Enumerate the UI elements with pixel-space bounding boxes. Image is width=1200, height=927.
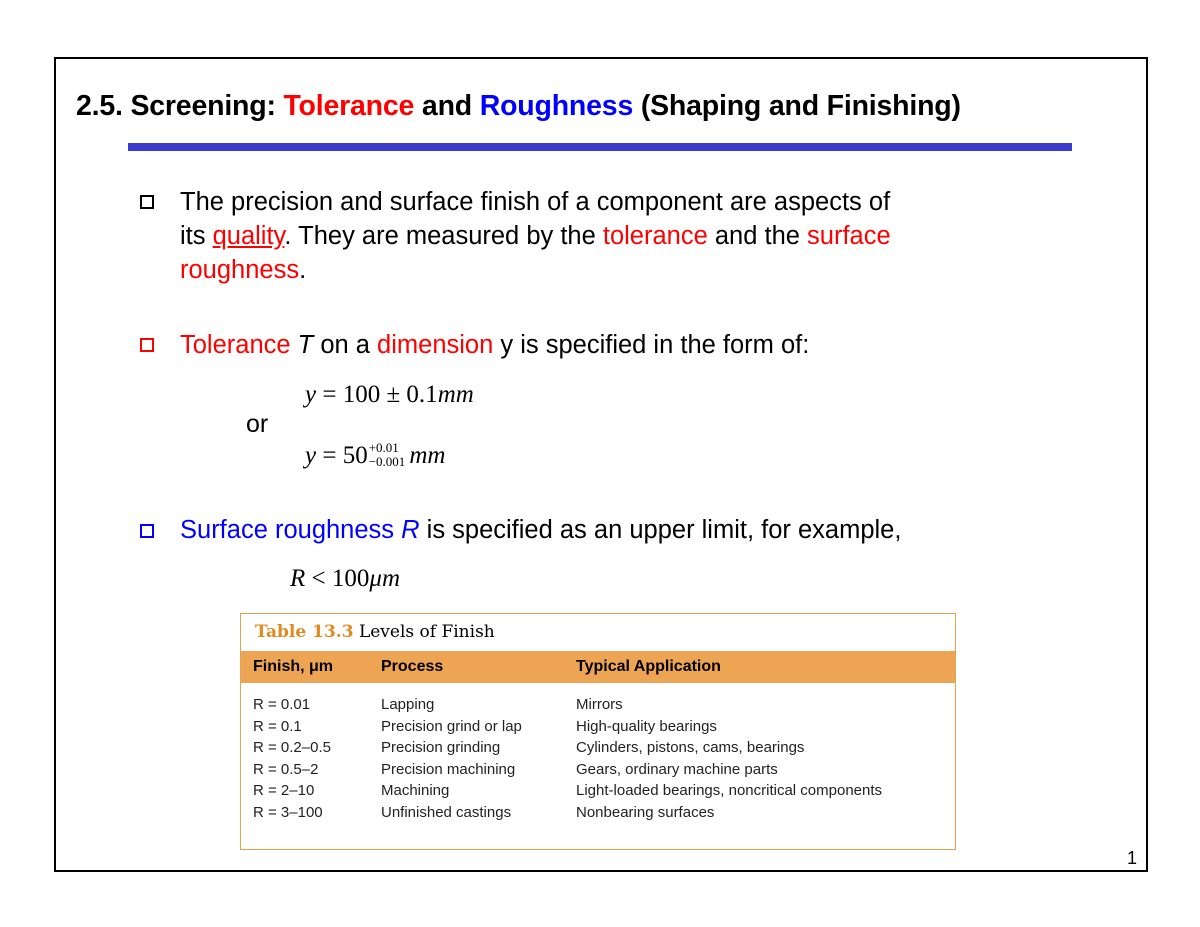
- table-row: [241, 718, 955, 740]
- tolerance-term: tolerance: [602, 222, 708, 250]
- cell-finish: R = 0.2–0.5: [253, 739, 331, 756]
- table-row: [241, 696, 955, 718]
- cell-finish: R = 0.1: [253, 717, 302, 735]
- cell-application: High-quality bearings: [576, 717, 717, 735]
- equation-1: y = 100 ± 0.1mm: [305, 381, 474, 408]
- cell-application: Mirrors: [576, 696, 623, 713]
- equation-2: y = 50 +0.01 −0.001 mm: [305, 440, 446, 470]
- slide-title: [76, 90, 961, 123]
- cell-process: Precision grind or lap: [381, 717, 522, 735]
- levels-of-finish-table: [240, 613, 956, 850]
- cell-application: Nonbearing surfaces: [576, 803, 715, 821]
- cell-finish: R = 2–10: [253, 782, 315, 799]
- page-number: 1: [1127, 848, 1138, 868]
- bullet-box-icon: [140, 524, 154, 538]
- table-row: [241, 761, 955, 783]
- surface-term: surface: [807, 222, 891, 250]
- table-caption: Table 13.3 Levels of Finish: [255, 622, 495, 642]
- cell-process: Lapping: [381, 696, 435, 713]
- table-row: [241, 782, 955, 804]
- title-roughness: Roughness: [479, 90, 634, 122]
- bullet-quality-line3: roughness.: [180, 256, 307, 284]
- cell-application: Light-loaded bearings, noncritical components: [576, 782, 883, 799]
- quality-term: quality: [212, 222, 285, 250]
- title-suffix: (Shaping and Finishing): [633, 90, 961, 122]
- cell-process: Precision machining: [381, 760, 516, 778]
- roughness-symbol: R: [401, 516, 420, 544]
- bullet-quality-line1: The precision and surface finish of a component are aspects of: [180, 188, 891, 216]
- title-underline-rule: [128, 143, 1072, 151]
- cell-application: Gears, ordinary machine parts: [576, 760, 778, 778]
- cell-finish: R = 3–100: [253, 803, 323, 821]
- title-middle: and: [414, 90, 480, 122]
- cell-process: Unfinished castings: [381, 803, 512, 821]
- cell-finish: R = 0.01: [253, 696, 311, 713]
- table-row: [241, 739, 955, 761]
- bullet-quality-line2: its quality. They are measured by the tolerance and the surface: [180, 222, 891, 250]
- title-prefix: 2.5. Screening:: [76, 90, 284, 122]
- table-header: [241, 650, 955, 683]
- bullet-box-icon: [140, 195, 154, 209]
- header-finish: Finish, μm: [253, 658, 334, 675]
- cell-finish: R = 0.5–2: [253, 760, 319, 778]
- dimension-term: dimension: [377, 331, 494, 359]
- bullet-tolerance: Tolerance T on a dimension y is specified in the form of:: [180, 331, 810, 359]
- bullet-quality: [180, 185, 891, 287]
- cell-process: Precision grinding: [381, 739, 501, 756]
- cell-application: Cylinders, pistons, cams, bearings: [576, 739, 805, 756]
- title-tolerance: Tolerance: [283, 90, 415, 122]
- bullet-box-icon: [140, 338, 154, 352]
- or-label: or: [246, 410, 269, 438]
- tolerance-symbol: T: [297, 331, 314, 359]
- table-row: [241, 804, 955, 826]
- roughness-term: roughness: [180, 256, 300, 284]
- surface-roughness-label: Surface roughness: [180, 516, 402, 544]
- header-process: Process: [381, 658, 444, 675]
- cell-process: Machining: [381, 782, 450, 799]
- equation-3: R < 100μm: [290, 565, 400, 592]
- tolerance-label: Tolerance: [180, 331, 298, 359]
- bullet-roughness: Surface roughness R is specified as an upper limit, for example,: [180, 516, 902, 544]
- header-application: Typical Application: [576, 658, 721, 675]
